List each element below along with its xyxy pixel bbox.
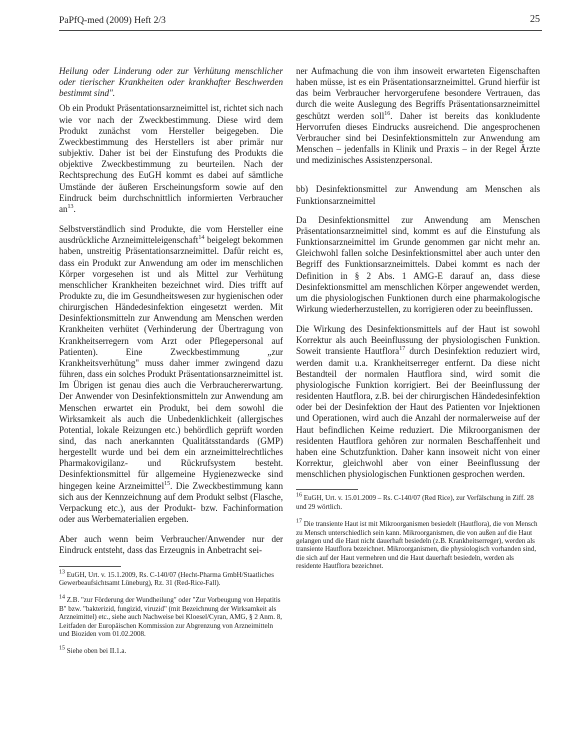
left-column — [59, 66, 283, 665]
page-number: 25 — [530, 14, 540, 25]
paragraph-text: . Die Zweckbestimmung kann sich aus der Kennzeichnung auf dem Produkt selbst (Flasche, Verpackung etc.), aus der Produkt- bzw. Fachinformation oder aus Werbematerialien ergeben. — [59, 480, 284, 525]
paragraph-text: . Daher ist bereits das konkludente Hervorrufen dieses Eindrucks ausreichend. Die angesprochenen Verbraucher sind bei Desinfektionsmitteln zur Anwendung am Menschen – jedenfalls in Klinik und Praxis – in der Regel Ärzte und medizinisches Assistenzpersonal. — [296, 110, 540, 166]
footnote-ref[interactable]: 15 — [164, 480, 171, 487]
right-column — [296, 66, 540, 580]
section-heading: bb) Desinfektionsmittel zur Anwendung am Menschen als Funktionsarzneimittel — [296, 184, 540, 206]
paragraph-text: durch Desinfektion reduziert wird, werden damit u.a. Krankheitserreger entfernt. Da diese nicht Bestandteil der normalen Hautflora sind, wird somit die physiologische Funktion korrigiert. Bei der Beeinflussung der residenten Hautflora, z.B. bei der chirurgischen Händedesinfektion oder bei der Desinfektion der Haut des Patienten vor Injektionen und Operationen, wird auch die Anzahl der normalerweise auf der Haut befindlichen Keime reduziert. Die Mikroorganismen der residenten Hautflora gehören zur normalen Beschaffenheit und haben eine Schutzfunktion. Daher kann insoweit nicht von einer Korrektur, gleichwohl aber von einer Beeinflussung der menschlichen physiologischen Funktionen gesprochen werden. — [296, 346, 540, 480]
paragraph-text: beigelegt bekommen haben, unstreitig Präsentationsarzneimittel. Dafür reicht es, dass ein Produkt zur Anwendung am oder im menschlichen Körper vorgesehen ist und als Mittel zur Verhütung menschlicher Krankheiten bezeichnet wird. Dies trifft auf Produkte zu, die im Gesundheitswesen zur hygienischen oder chirurgischen Händedesinfektion eingesetzt werden. Mit Desinfektionsmitteln zur Anwendung am Menschen werden Krankheiten verhütet (Verhinderung der Übertragung von Krankheitserregern vom Arzt oder Pflegepersonal auf Patienten). Eine Zweckbestimmung „zur Krankheitsverhütung" muss daher immer zwingend dazu führen, dass ein solches Produkt Präsentationsarzneimittel ist. Im Übrigen ist genau dies auch die Verbrauchererwartung. Der Anwender von Desinfektionsmitteln zur Anwendung am Menschen erwartet ein Produkt, bei dem sowohl die Wirksamkeit als auch die Unbedenklichkeit (allergisches Potential, lokale Reizungen etc.) behördlich geprüft worden sind, das nach anerkannten Qualitätsstandards (GMP) hergestellt wurde und bei dem ein arzneimittelrechtliches Pharmakovigilanz- und Rückrufsystem besteht. Desinfektionsmittel für allgemeine Hygienezwecke sind hingegen keine Arzneimittel — [59, 235, 283, 491]
footnote-ref[interactable]: 14 — [198, 235, 205, 242]
footnote-rule — [296, 489, 358, 490]
footnote-number: 17 — [296, 518, 302, 525]
footnote-number: 13 — [59, 569, 65, 576]
footnote-text: Z.B. "zur Förderung der Wundheilung" oder "Zur Vorbeugung von Hepatitis B" bzw. "bakterizid, fungizid, viruzid" (mit Bezeichnung der Wirksamkeit als Arzneimittel) etc., siehe auch Nachweise bei Kloesel/Cyran, AMG, § 2 Anm. 8, Leitfaden der Europäischen Kommission zur Abgrenzung von Arzneimitteln und Bioziden vom 01.02.2008. — [59, 596, 282, 638]
paragraph — [59, 224, 283, 525]
paragraph: Da Desinfektionsmittel zur Anwendung am Menschen Präsentationsarzneimittel sind, kommt es auf die Einstufung als Funktionsarzneimittel im Grunde genommen gar nicht mehr an. Gleichwohl fallen solche Desinfektionsmittel aber auch unter den Begriff des Funktionsarzneimittels. Dabei kommt es nach der Definition in § 2 Abs. 1 AMG-E darauf an, dass diese Desinfektionsmittel am menschlichen Körper angewendet werden, um die physiologischen Funktionen durch eine pharmakologische Wirkung wiederherzustellen, zu korrigieren oder zu beeinflussen. — [296, 214, 540, 314]
journal-title: PaPfQ-med (2009) Heft 2/3 — [59, 15, 166, 26]
footnote-ref[interactable]: 17 — [399, 346, 406, 353]
footnote-ref[interactable]: 16 — [384, 110, 391, 117]
footnote-text: EuGH, Urt. v. 15.01.2009 – Rs. C-140/07 (Red Rice), zur Verfälschung in Ziff. 28 und 29 wörtlich. — [296, 494, 534, 511]
paragraph — [59, 103, 283, 215]
lead-italic-text: Heilung oder Linderung oder zur Verhütung menschlicher oder tierischer Krankheiten oder krankhafter Beschwerden bestimmt sind". — [59, 66, 283, 99]
footnote-rule — [59, 566, 121, 567]
paragraph-end: . — [73, 203, 76, 214]
footnote-ref[interactable]: 13 — [67, 203, 74, 210]
running-header — [59, 14, 542, 31]
footnote — [59, 596, 283, 638]
footnote-number: 15 — [59, 646, 65, 653]
paragraph: Aber auch wenn beim Verbraucher/Anwender nur der Eindruck entsteht, dass das Erzeugnis in Anbetracht sei- — [59, 534, 283, 556]
footnote-number: 16 — [296, 492, 302, 499]
footnote-text: Siehe oben bei II.1.a. — [65, 647, 127, 656]
footnote-text: EuGH, Urt. v. 15.1.2009, Rs. C-140/07 (Hecht-Pharma GmbH/Staatliches Gewerbeaufsichtsamt Lüneburg), Rz. 31 (Red-Rice-Fall). — [59, 570, 274, 587]
paragraph-text: Die Wirkung des Desinfektionsmittels auf der Haut ist sowohl Korrektur als auch Beeinflussung der physiologischen Funktion. Soweit transiente Hautflora — [296, 324, 540, 357]
footnote-text: Die transiente Haut ist mit Mikroorganismen besiedelt (Hautflora), die von Mensch zu Mensch unterschiedlich sein kann. Mikroorganismen, die von außen auf die Haut gelangen und die Haut nicht dauerhaft besiedeln (z.B. Krankheitserreger), werden als transiente Hautflora bezeichnet. Mikroorganismen, die physiologisch vorhanden sind, die sich auf der Haut vermehren und die Haut dauerhaft besiedeln, werden als residente Hautflora bezeichnet. — [296, 520, 538, 571]
paragraph-text: Selbstverständlich sind Produkte, die vom Hersteller eine ausdrückliche Arzneimitteleigenschaft — [59, 224, 283, 246]
paragraph-text: Ob ein Produkt Präsentationsarzneimittel ist, richtet sich nach wie vor nach der Zweckbestimmung. Diese wird dem Produkt zunächst vom Hersteller beigegeben. Die Zweckbestimmung des Herstellers ist aber primär nur subjektiv. Daher ist bei der Einstufung des Produkts die objektive Zweckbestimmung zu beurteilen. Nach der Rechtsprechung des EuGH kommt es dabei auf sämtliche Umstände der äußeren Erscheinungsform sowie auf den Eindruck beim durchschnittlich informierten Verbraucher an — [59, 103, 283, 214]
paragraph — [296, 324, 540, 480]
footnote — [59, 647, 283, 655]
footnote-number: 14 — [59, 595, 65, 602]
paragraph-text: ner Aufmachung die von ihm insoweit erwarteten Eigenschaften haben müsse, ist es ein Präsentationsarzneimittel. Grund hierfür ist das beim Verbraucher hervorgerufene besondere Vertrauen, das durch die weite Auslegung des Begriffs Präsentationsarzneimittel geschützt werden soll — [296, 66, 540, 121]
footnote — [296, 520, 540, 570]
footnote — [59, 571, 283, 588]
footnote — [296, 494, 540, 511]
paragraph — [296, 66, 540, 166]
